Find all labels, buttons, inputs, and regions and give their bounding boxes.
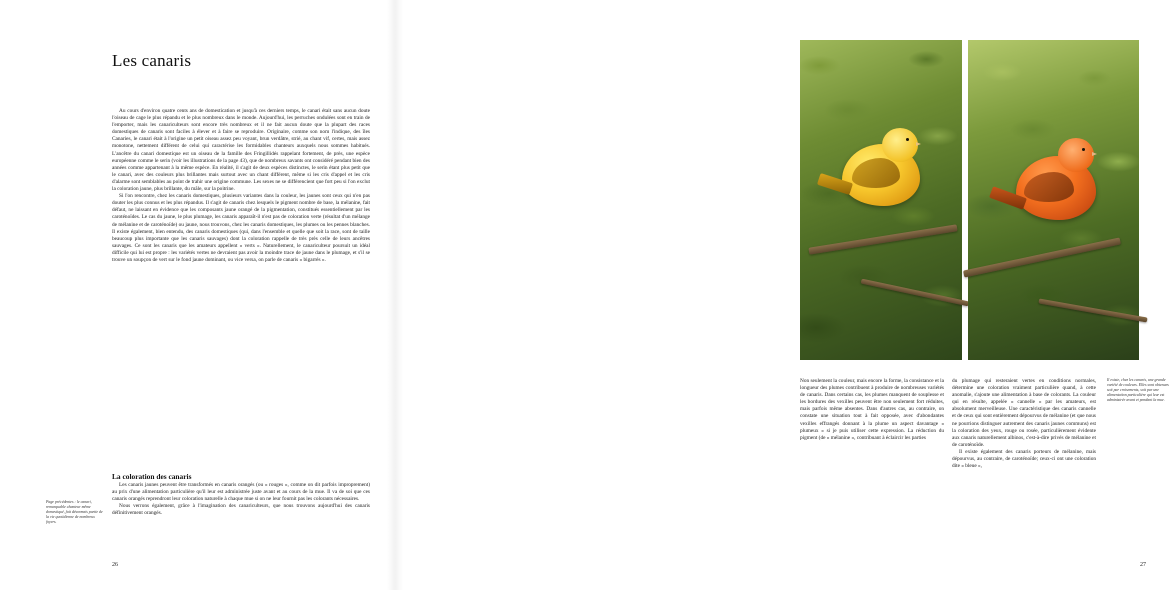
paragraph: Nous verrons également, grâce à l'imagination des canariculteurs, que nous trouvons aujourd'hui des canaris définitivement orangés. xyxy=(112,503,370,517)
margin-caption-left: Page précédentes : le canari, remarquable chanteur même domestiqué, fait désormais partie de la vie quotidienne de nombreux foyers. xyxy=(46,500,103,524)
paragraph: du plumage qui resteraient vertes en conditions normales, détermine une coloration vraiment particulière quand, à cette anomalie, s'ajoute une alimentation à base de colorants. La couleur qui en résulte, appelée « cannelle » par les amateurs, est absolument merveilleuse. Une caractéristique des canaris cannelle et de ceux qui sont entièrement dépourvus de mélanine (et que nous ne pourrions distinguer autrement des canaris jaunes communs) est la coloration des yeux, rouge ou rosée, particulièrement évidente aux canaris naturellement albinos, c'est-à-dire privés de mélanine et de caroténoïde. xyxy=(952,378,1096,448)
page-number-right: 27 xyxy=(1140,562,1146,568)
canary-bird xyxy=(842,144,920,206)
paragraph: Non seulement la couleur, mais encore la forme, la consistance et la longueur des plumes contribuent à produire de nombreuses variétés de canaris. Dans certains cas, les plumes manquent de souplesse et les bordures des vexilles peuvent être non seulement fort réduites, mais parfois même absentes. Dans d'autres cas, au contraire, on constate une situation tout à fait opposée, avec d'abondantes vexilles effrangés donnant à la plume un aspect davantage « plumeux » si je puis utiliser cette expression. La réduction du pigment (de « mélanine », contribuant à éclaircir les parties xyxy=(800,378,944,441)
right-column-body-2 xyxy=(952,378,1096,470)
section-subheading: La coloration des canaris xyxy=(112,472,192,482)
bird-head xyxy=(882,128,918,162)
orange-canary-photo xyxy=(968,40,1139,360)
margin-caption-right: Il existe, chez les canaris, une grande variété de couleurs. Elles sont obtenues soit par croisements, soit par une alimentation particulière qui leur est administrée avant et pendant la mue. xyxy=(1107,378,1169,402)
paragraph: Les canaris jaunes peuvent être transformés en canaris orangés (ou « rouges », comme on dit parfois improprement) au prix d'une alimentation particulière qu'il leur est administrée juste avant et au cours de la mue. Il va de soi que ces canaris orangés reprendront leur coloration naturelle à chaque mue si on ne leur fournit pas les colorants nécessaires. xyxy=(112,482,370,503)
right-column-body-1 xyxy=(800,378,944,442)
bird-eye xyxy=(1082,148,1085,151)
left-page xyxy=(0,0,395,590)
canary-bird xyxy=(1016,156,1096,220)
paragraph: Au cours d'environ quatre cents ans de domestication et jusqu'à ces derniers temps, le canari était sans aucun doute l'oiseau de cage le plus répandu et le plus nombreux dans le monde. Aujourd'hui, les perruches ondulées sont en train de l'emporter, mais les canariculteurs sont encore très nombreux et il ne fait aucun doute que la plupart des races domestiques de canaris sont faciles à élever et à faire se reproduire. Originaire, comme son nom l'indique, des îles Canaries, le canari était à l'origine un petit oiseau assez peu voyant, brun verdâtre, strié, au chant vif, certes, mais assez monotone, nettement différent de celui qui caractérise les formidables chanteurs auxquels nous sommes habitués. L'ancêtre du canari domestique est un oiseau de la famille des Fringillidés rappelant fortement, de près, une espèce européenne comme le serin (voir les illustrations de la page 43), que de nombreux savants ont considéré pendant bien des années comme appartenant à la même espèce. En réalité, il s'agit de deux espèces distinctes, le serin étant plus petit que le canari, avec des couleurs plus brillantes mais surtout avec un chant différent, même si les cris d'appel et les cris d'alarme sont semblables au point de trahir une origine commune. Les sexes ne se différencient que fort peu si l'on exclut la coloration jaune, plus brillante, du mâle, sur la poitrine. xyxy=(112,108,370,193)
left-column-body-2 xyxy=(112,482,370,517)
right-page xyxy=(395,0,1169,590)
page-title: Les canaris xyxy=(112,51,192,71)
yellow-canary-photo xyxy=(800,40,962,360)
bird-beak xyxy=(1092,152,1097,156)
left-column-body xyxy=(112,108,370,264)
page-number-left: 26 xyxy=(112,562,118,568)
bird-head xyxy=(1058,138,1094,172)
paragraph: Il existe également des canaris porteurs de mélanine, mais dépourvus, au contraire, de caroténoïde; ceux-ci ont une coloration dite « bleue », xyxy=(952,448,1096,470)
bird-beak xyxy=(916,142,921,146)
paragraph: Si l'on rencontre, chez les canaris domestiques, plusieurs variantes dans la couleur, les jaunes sont ceux qui n'en pas douter les plus connus et les plus répandus. Il s'agit de canaris chez lesquels le pigment nombre de base, la mélanine, fait défaut, ne laissant en évidence que les composants jaune orangé de la pigmentation, constitués essentiellement par les caroténoïdes. Le cas du jaune, le plus plumage, les canaris apparaît-il n'est pas de coloration verte (résultat d'un mélange de mélanine et de caroténoïde) ou jaune, nous trouvons, chez les canaris domestiques, les plumes ou les pennes blanches. Il existe également, bien entendu, des canaris domestiques (qui, dans l'ensemble et quelle que soit la race, sont de taille beaucoup plus importante que les canaris sauvages) dont la coloration rappelle de très près celle de leurs ancêtres sauvages. Ce sont les canaris que les amateurs appellent « verts ». Naturellement, le canariculteur poursuit un idéal difficile qui lui est propre : les variétés vertes ne devraient pas avoir la moindre trace de jaune dans le plumage, et s'il se trouve un soupçon de vert sur le fond jaune dominant, ou vice versa, on parle de canaris « bigarrés ». xyxy=(112,193,370,263)
bird-eye xyxy=(906,138,909,141)
